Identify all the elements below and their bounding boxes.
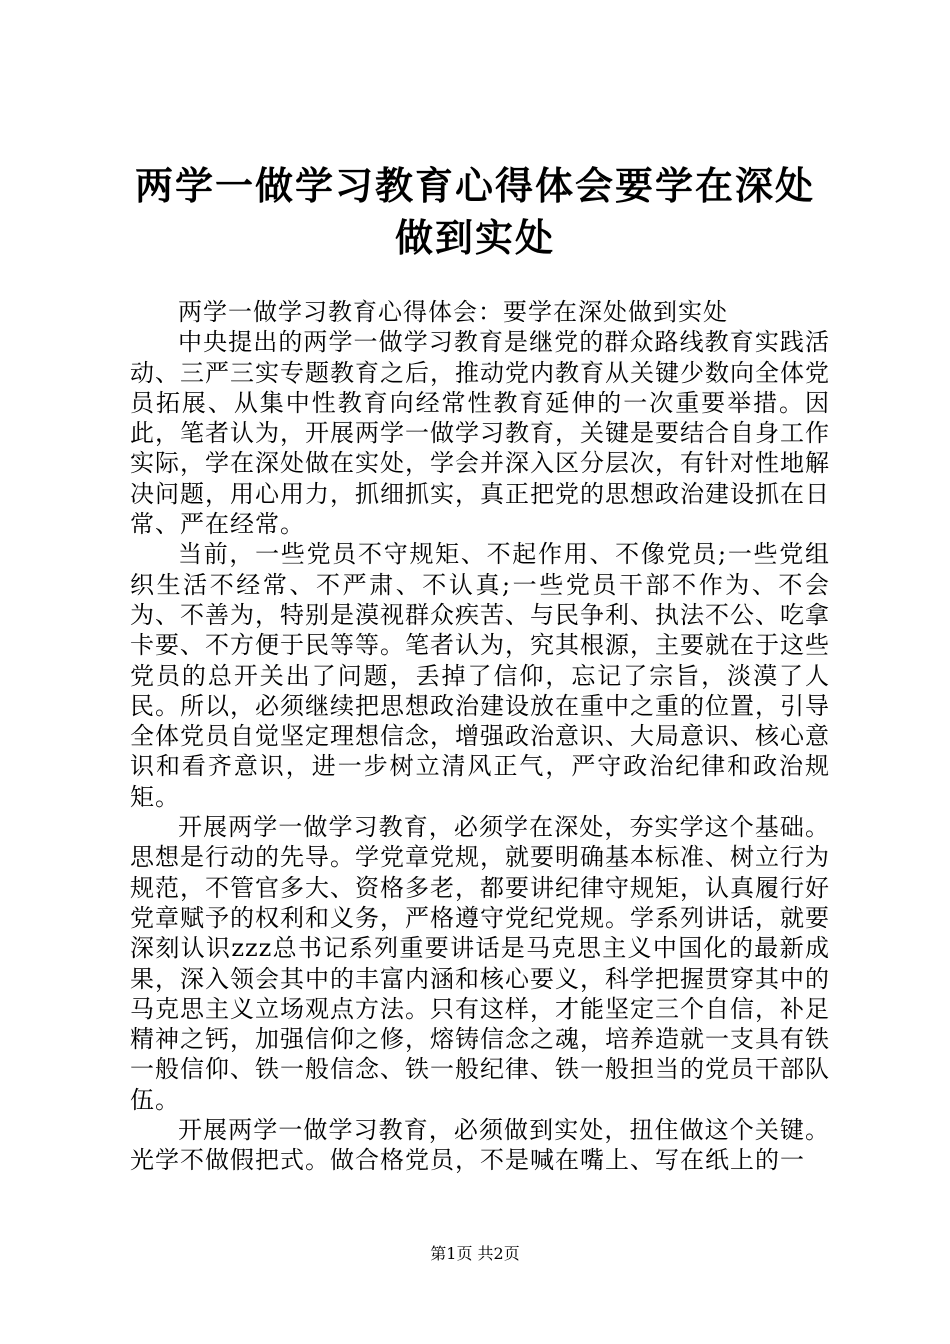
document-title: 两学一做学习教育心得体会要学在深处做到实处 [134,164,815,260]
paragraph: 当前，一些党员不守规矩、不起作用、不像党员;一些党组织生活不经常、不严肃、不认真;一些党员干部不作为、不会为、不善为，特别是漠视群众疾苦、与民争利、执法不公、吃拿卡要、不方便于民等等。笔者认为，究其根源，主要就在于这些党员的总开关出了问题，丢掉了信仰，忘记了宗旨，淡漠了人民。所以，必须继续把思想政治建设放在重中之重的位置，引导全体党员自觉坚定理想信念，增强政治意识、大局意识、核心意识和看齐意识，进一步树立清风正气，严守政治纪律和政治规矩。 [130,540,830,811]
paragraph: 开展两学一做学习教育，必须做到实处，扭住做这个关键。光学不做假把式。做合格党员，不是喊在嘴上、写在纸上的一 [130,1116,830,1175]
paragraph: 中央提出的两学一做学习教育是继党的群众路线教育实践活动、三严三实专题教育之后，推动党内教育从关键少数向全体党员拓展、从集中性教育向经常性教育延伸的一次重要举措。因此，笔者认为，开展两学一做学习教育，关键是要结合自身工作实际，学在深处做在实处，学会并深入区分层次，有针对性地解决问题，用心用力，抓细抓实，真正把党的思想政治建设抓在日常、严在经常。 [130,328,830,539]
document-subtitle: 两学一做学习教育心得体会：要学在深处做到实处 [178,298,728,326]
document-body [130,297,830,1176]
paragraph: 开展两学一做学习教育，必须学在深处，夯实学这个基础。思想是行动的先导。学党章党规，就要明确基本标准、树立行为规范，不管官多大、资格多老，都要讲纪律守规矩，认真履行好党章赋予的权利和义务，严格遵守党纪党规。学系列讲话，就要深刻认识zzz总书记系列重要讲话是马克思主义中国化的最新成果，深入领会其中的丰富内涵和核心要义，科学把握贯穿其中的马克思主义立场观点方法。只有这样，才能坚定三个自信，补足精神之钙，加强信仰之修，熔铸信念之魂，培养造就一支具有铁一般信仰、铁一般信念、铁一般纪律、铁一般担当的党员干部队伍。 [130,813,830,1114]
page-footer: 第1页 共2页 [430,1244,520,1263]
